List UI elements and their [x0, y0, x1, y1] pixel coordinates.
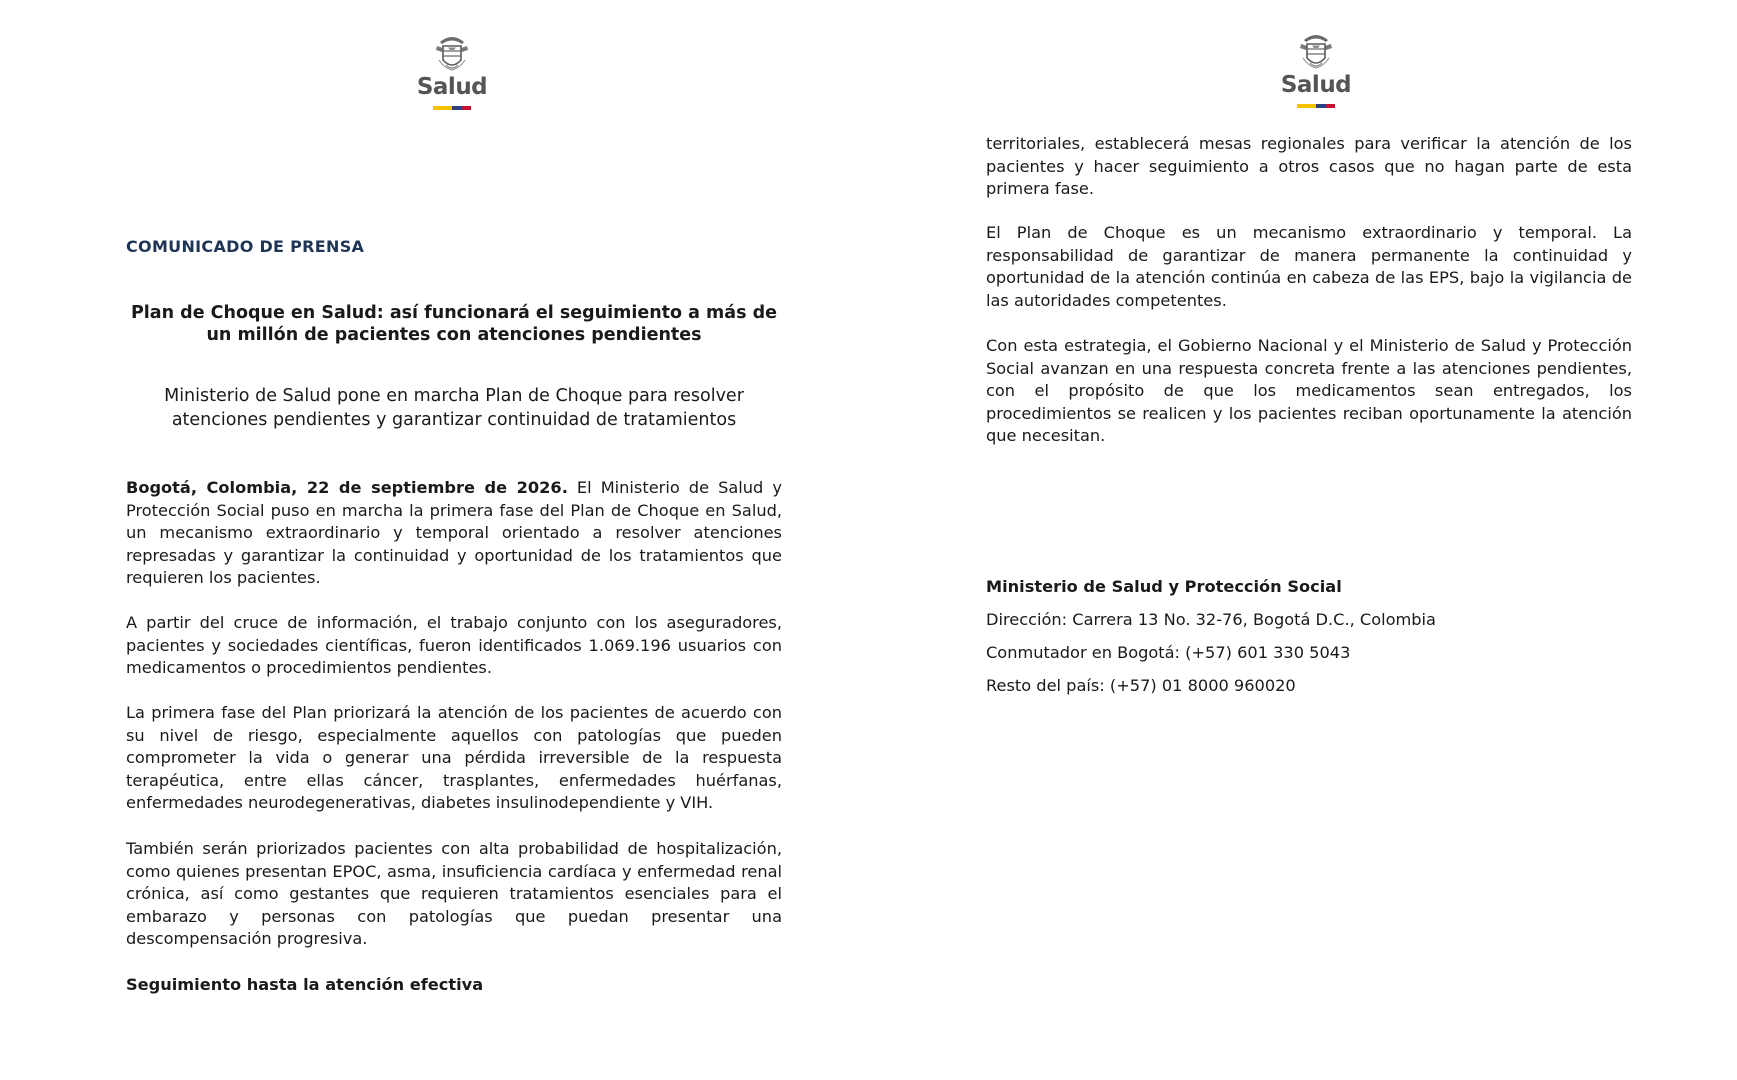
flag-stripe	[1297, 104, 1335, 108]
contact-national-line: Resto del país: (+57) 01 8000 960020	[986, 676, 1296, 695]
colombia-coat-of-arms-icon	[434, 34, 470, 74]
logo-wordmark: Salud	[416, 74, 488, 100]
section-heading: Seguimiento hasta la atención efectiva	[126, 975, 484, 994]
dateline: Bogotá, Colombia, 22 de septiembre de 2026.	[126, 478, 568, 497]
paragraph-text: El Ministerio de Salud y Protección Social puso en marcha la primera fase del Plan de Choque en Salud, un mecanismo extraordinario y temporal orientado a resolver atenciones represadas y garantizar la continuidad y oportunidad de los tratamientos que requieren los pacientes.	[126, 478, 782, 588]
body-paragraph-1	[126, 477, 782, 590]
contact-address: Dirección: Carrera 13 No. 32-76, Bogotá D.C., Colombia	[986, 610, 1436, 629]
press-release-page-2	[868, 0, 1736, 1080]
body-paragraph-3: La primera fase del Plan priorizará la atención de los pacientes de acuerdo con su nivel de riesgo, especialmente aquellos con patologías que pueden comprometer la vida o generar una pérdida irreversible de la respuesta terapéutica, entre ellas cáncer, trasplantes, enfermedades huérfanas, enfermedades neurodegenerativas, diabetes insulinodependiente y VIH.	[126, 703, 782, 813]
body-paragraph-continued: territoriales, establecerá mesas regionales para verificar la atención de los pacientes y hacer seguimiento a otros casos que no hagan parte de esta primera fase.	[986, 134, 1632, 199]
flag-stripe	[433, 106, 471, 110]
body-paragraph-4: También serán priorizados pacientes con alta probabilidad de hospitalización, como quienes presentan EPOC, asma, insuficiencia cardíaca y enfermedad renal crónica, así como gestantes que requieren tratamientos esenciales para el embarazo y personas con patologías que puedan presentar una descompensación progresiva.	[126, 839, 782, 949]
contact-organization: Ministerio de Salud y Protección Social	[986, 577, 1342, 596]
logo-wordmark: Salud	[1280, 72, 1352, 98]
contact-block	[986, 576, 1436, 708]
body-paragraph-5: El Plan de Choque es un mecanismo extraordinario y temporal. La responsabilidad de garantizar de manera permanente la continuidad y oportunidad de la atención continúa en cabeza de las EPS, bajo la vigilancia de las autoridades competentes.	[986, 223, 1632, 310]
subheadline: Ministerio de Salud pone en marcha Plan de Choque para resolver atenciones pendientes y garantizar continuidad de tratamientos	[164, 386, 744, 430]
salud-logo	[412, 34, 492, 124]
contact-switchboard: Conmutador en Bogotá: (+57) 601 330 5043	[986, 643, 1351, 662]
body-paragraph-2: A partir del cruce de información, el trabajo conjunto con los aseguradores, pacientes y sociedades científicas, fueron identificados 1.069.196 usuarios con medicamentos o procedimientos pendientes.	[126, 613, 782, 678]
press-release-page-1	[0, 0, 868, 1080]
headline: Plan de Choque en Salud: así funcionará el seguimiento a más de un millón de pacientes con atenciones pendientes	[130, 303, 777, 345]
body-paragraph-6: Con esta estrategia, el Gobierno Nacional y el Ministerio de Salud y Protección Social avanzan en una respuesta concreta frente a las atenciones pendientes, con el propósito de que los medicamentos sean entregados, los procedimientos se realicen y los pacientes reciban oportunamente la atención que necesitan.	[986, 336, 1632, 446]
press-release-label: COMUNICADO DE PRENSA	[126, 237, 365, 256]
colombia-coat-of-arms-icon	[1298, 32, 1334, 72]
salud-logo	[1276, 32, 1356, 122]
